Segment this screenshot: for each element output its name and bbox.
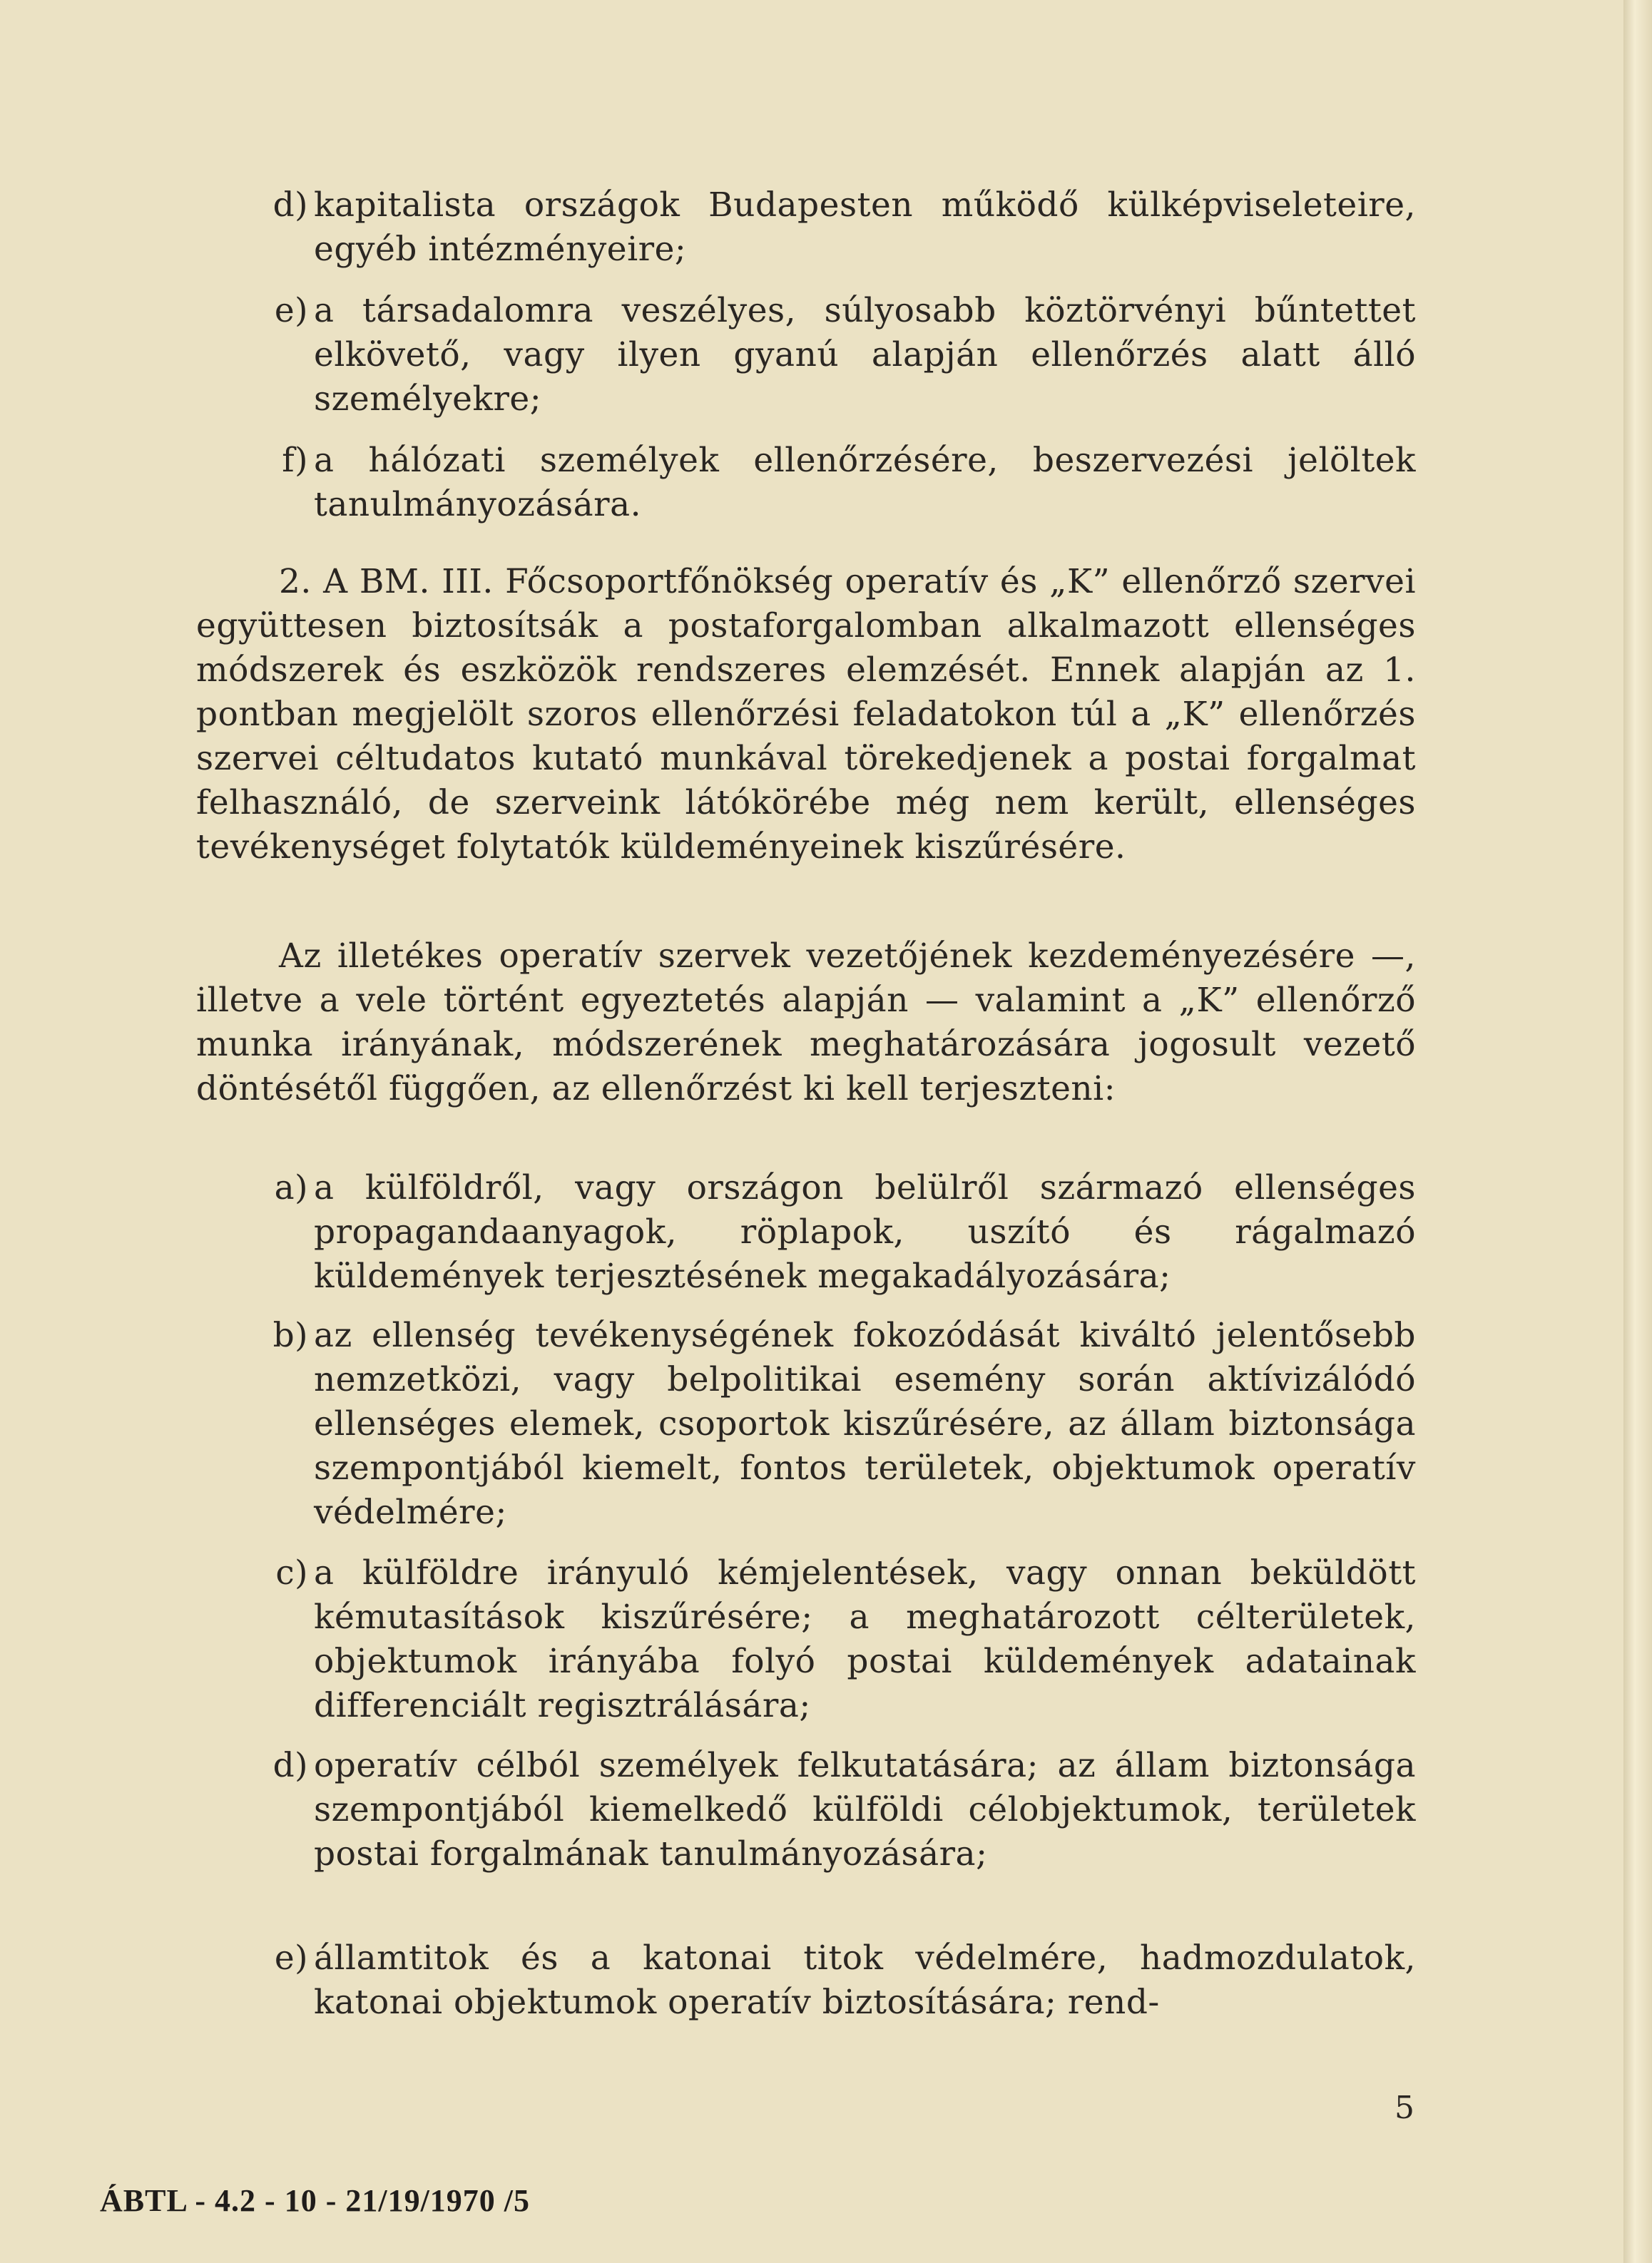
list-item-label: f)	[282, 441, 308, 480]
list-item-f	[282, 439, 1416, 527]
list-item-label: e)	[274, 1938, 308, 1978]
list-item-label: d)	[272, 185, 308, 225]
list-item-text: a társadalomra veszélyes, súlyosabb köztörvényi bűntettet elkövető, vagy ilyen gyanú alapján ellenőrzés alatt álló személyekre;	[314, 291, 1416, 419]
paragraph-extension: Az illetékes operatív szervek vezetőjének kezdeményezésére —, illetve a vele történt egyeztetés alapján — valamint a „K” ellenőrző munka irányának, módszerének meghatározására jogosult vezető döntésétől függően, az ellenőrzést ki kell terjeszteni:	[196, 936, 1416, 1108]
list-item-text: az ellenség tevékenységének fokozódását kiváltó jelentősebb nemzetközi, vagy belpolitikai esemény során aktívizálódó ellenséges elemek, csoportok kiszűrésére, az állam biztonsága szempontjából kiemelt, fontos területek, objektumok operatív védelmére;	[314, 1316, 1416, 1532]
list-item-text: a külföldre irányuló kémjelentések, vagy onnan beküldött kémutasítások kiszűrésére; a meghatározott célterületek, objektumok irányába folyó postai küldemények adatainak differenciált regisztrálására;	[314, 1553, 1416, 1725]
list-item-d	[272, 183, 1416, 272]
paragraph-section-2: 2. A BM. III. Főcsoportfőnökség operatív és „K” ellenőrző szervei együttesen biztosítsák a postaforgalomban alkalmazott ellenséges módszerek és eszközök rendszeres elemzését. Ennek alapján az 1. pontban megjelölt szoros ellenőrzési feladatokon túl a „K” ellenőrzés szervei céltudatos kutató munkával törekedjenek a postai forgalmat felhasználó, de szerveink látókörébe még nem került, ellenséges tevékenységet folytatók küldeményeinek kiszűrésére.	[196, 562, 1416, 867]
list-item-label: a)	[274, 1168, 308, 1207]
list-item-d2	[272, 1744, 1416, 1876]
page-edge	[1623, 0, 1652, 2263]
list-item-label: b)	[272, 1316, 308, 1355]
list-item-label: d)	[272, 1746, 308, 1785]
list-item-e	[274, 289, 1416, 422]
list-item-b	[272, 1314, 1416, 1535]
list-item-label: e)	[274, 291, 308, 330]
page-number: 5	[1394, 2090, 1414, 2126]
list-item-c	[275, 1551, 1416, 1728]
list-item-e2	[274, 1936, 1416, 2025]
list-item-text: operatív célból személyek felkutatására; az állam biztonsága szempontjából kiemelkedő külföldi célobjektumok, területek postai forgalmának tanulmányozására;	[314, 1746, 1416, 1874]
list-item-text: a hálózati személyek ellenőrzésére, beszervezési jelöltek tanulmányozására.	[314, 441, 1416, 524]
archive-reference: ÁBTL - 4.2 - 10 - 21/19/1970 /5	[100, 2183, 531, 2218]
list-item-text: a külföldről, vagy országon belülről származó ellenséges propagandaanyagok, röplapok, uszító és rágalmazó küldemények terjesztésének megakadályozására;	[314, 1168, 1416, 1296]
list-item-label: c)	[275, 1553, 308, 1593]
list-item-a	[274, 1166, 1416, 1299]
list-item-text: kapitalista országok Budapesten működő külképviseleteire, egyéb intézményeire;	[314, 185, 1416, 269]
list-item-text: államtitok és a katonai titok védelmére, hadmozdulatok, katonai objektumok operatív biztosítására; rend-	[314, 1938, 1416, 2022]
